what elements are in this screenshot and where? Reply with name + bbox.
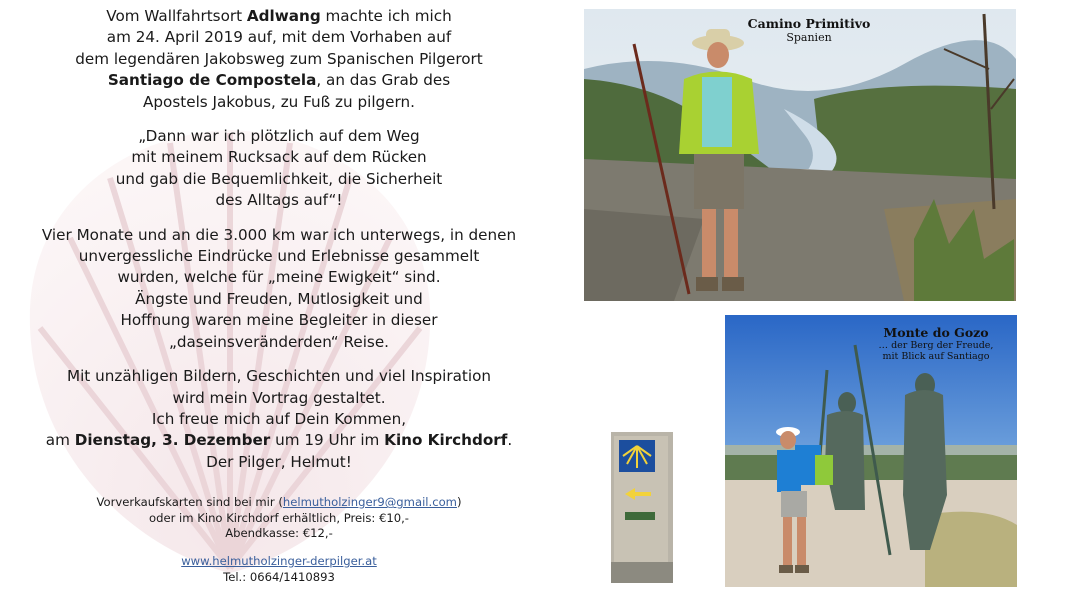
intro-paragraph: Vom Wallfahrtsort Adlwang machte ich mich am 24. April 2019 auf, mit dem Vorhaben auf dem legendären Jakobsweg zum Spanischen Pilgerort Santiago de Compostela, an das Grab des Apostels Jakobus, zu Fuß zu pilgern. bbox=[75, 7, 483, 111]
gozo-caption: Monte do Gozo … der Berg der Freude, mit Blick auf Santiago bbox=[878, 325, 994, 362]
primitivo-caption: Camino Primitivo Spanien bbox=[747, 16, 871, 44]
camino-primitivo-photo bbox=[584, 9, 1016, 301]
main-text-column bbox=[20, 6, 538, 585]
quote-paragraph: „Dann war ich plötzlich auf dem Weg mit meinem Rucksack auf dem Rücken und gab die Bequemlichkeit, die Sicherheit des Alltags auf“! bbox=[115, 127, 443, 210]
contact-info: www.helmutholzinger-derpilger.at Tel.: 0664/1410893 bbox=[181, 553, 377, 584]
journey-paragraph: Vier Monate und an die 3.000 km war ich unterwegs, in denen unvergessliche Eindrücke und Erlebnisse gesammelt wurden, welche für „meine Ewigkeit“ sind. Ängste und Freuden, Mutlosigkeit und Hoffnung waren meine Begleiter in dieser „daseinsveränderden“ Reise. bbox=[41, 225, 517, 351]
invite-paragraph: Mit unzähligen Bildern, Geschichten und viel Inspiration wird mein Vortrag gestaltet. Ich freue mich auf Dein Kommen, am Dienstag, 3. Dezember um 19 Uhr im Kino Kirchdorf. Der Pilger, Helmut! bbox=[45, 367, 513, 471]
tickets-info: Vorverkaufskarten sind bei mir (helmutholzinger9@gmail.com) oder im Kino Kirchdorf erhältlich, Preis: €10,- Abendkasse: €12,- bbox=[96, 495, 462, 541]
waymarker-photo bbox=[611, 432, 673, 583]
email-link[interactable]: helmutholzinger9@gmail.com bbox=[282, 495, 457, 510]
monte-do-gozo-photo bbox=[725, 315, 1017, 587]
website-link[interactable]: www.helmutholzinger-derpilger.at bbox=[181, 553, 377, 568]
